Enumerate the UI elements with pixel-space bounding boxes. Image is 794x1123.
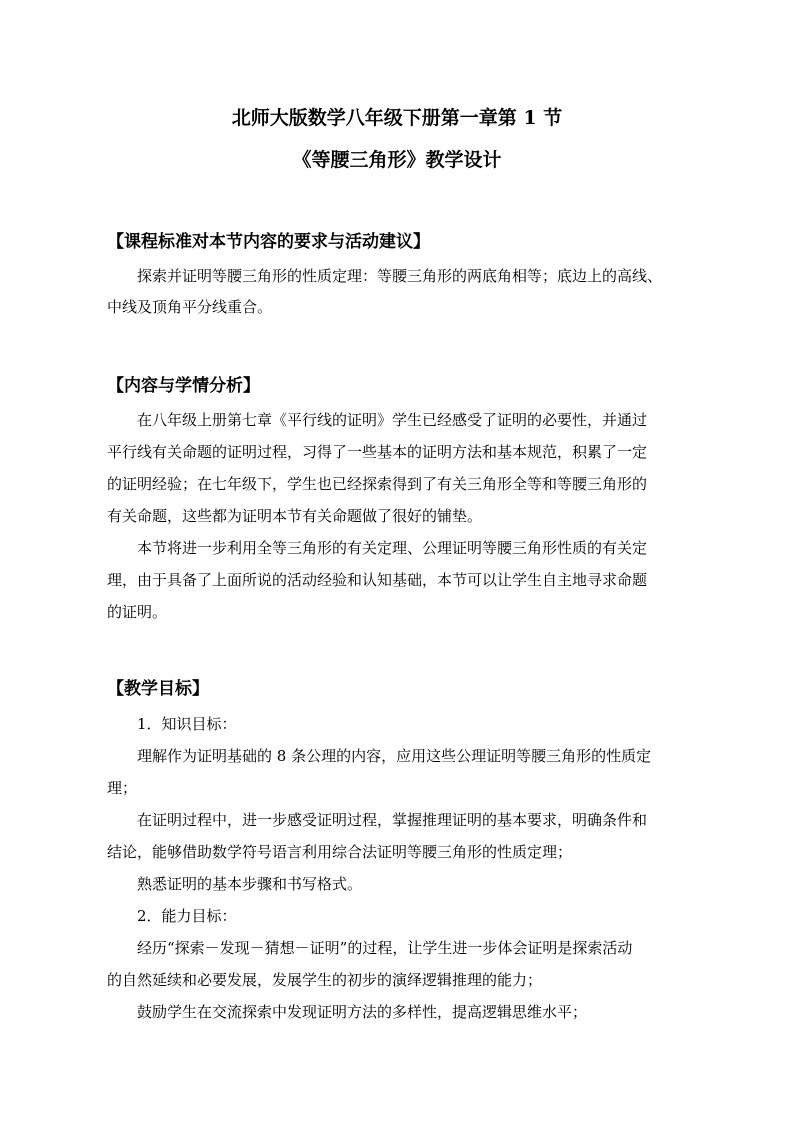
paragraph-line: 在八年级上册第七章《平行线的证明》学生已经感受了证明的必要性，并通过 xyxy=(137,411,648,429)
paragraph-line: 本节将进一步利用全等三角形的有关定理、公理证明等腰三角形性质的有关定 xyxy=(137,539,648,557)
paragraph-line: 平行线有关命题的证明过程，习得了一些基本的证明方法和基本规范，积累了一定 xyxy=(107,443,648,461)
section-heading-standards: 【课程标准对本节内容的要求与活动建议】 xyxy=(107,232,430,252)
paragraph-line: 理； xyxy=(107,779,138,797)
list-item-label: 1．知识目标： xyxy=(137,715,237,733)
paragraph-line: 在证明过程中，进一步感受证明过程，掌握推理证明的基本要求，明确条件和 xyxy=(137,811,648,829)
paragraph-line: 的证明。 xyxy=(107,603,168,621)
paragraph-line: 有关命题，这些都为证明本节有关命题做了很好的铺垫。 xyxy=(107,507,483,525)
paragraph-line: 鼓励学生在交流探索中发现证明方法的多样性，提高逻辑思维水平； xyxy=(137,1003,588,1021)
paragraph-line: 中线及顶角平分线重合。 xyxy=(107,298,273,316)
document-title-line-2: 《等腰三角形》教学设计 xyxy=(292,149,502,171)
paragraph-line: 结论，能够借助数学符号语言利用综合法证明等腰三角形的性质定理； xyxy=(107,843,573,861)
paragraph-line: 熟悉证明的基本步骤和书写格式。 xyxy=(137,875,363,893)
paragraph-line: 经历“探索－发现－猜想－证明”的过程，让学生进一步体会证明是探索活动 xyxy=(137,939,633,957)
paragraph-line: 理，由于具备了上面所说的活动经验和认知基础，本节可以让学生自主地寻求命题 xyxy=(107,571,648,589)
document-title-line-1: 北师大版数学八年级下册第一章第 1 节 xyxy=(231,107,563,129)
section-heading-objectives: 【教学目标】 xyxy=(107,679,209,699)
paragraph-line: 的自然延续和必要发展，发展学生的初步的演绎逻辑推理的能力； xyxy=(107,971,543,989)
list-item-label: 2．能力目标： xyxy=(137,907,237,925)
paragraph-line: 理解作为证明基础的 8 条公理的内容，应用这些公理证明等腰三角形的性质定 xyxy=(137,747,652,765)
paragraph-line: 探索并证明等腰三角形的性质定理：等腰三角形的两底角相等；底边上的高线、 xyxy=(137,267,663,285)
paragraph-line: 的证明经验；在七年级下，学生也已经探索得到了有关三角形全等和等腰三角形的 xyxy=(107,475,648,493)
section-heading-analysis: 【内容与学情分析】 xyxy=(107,376,260,396)
